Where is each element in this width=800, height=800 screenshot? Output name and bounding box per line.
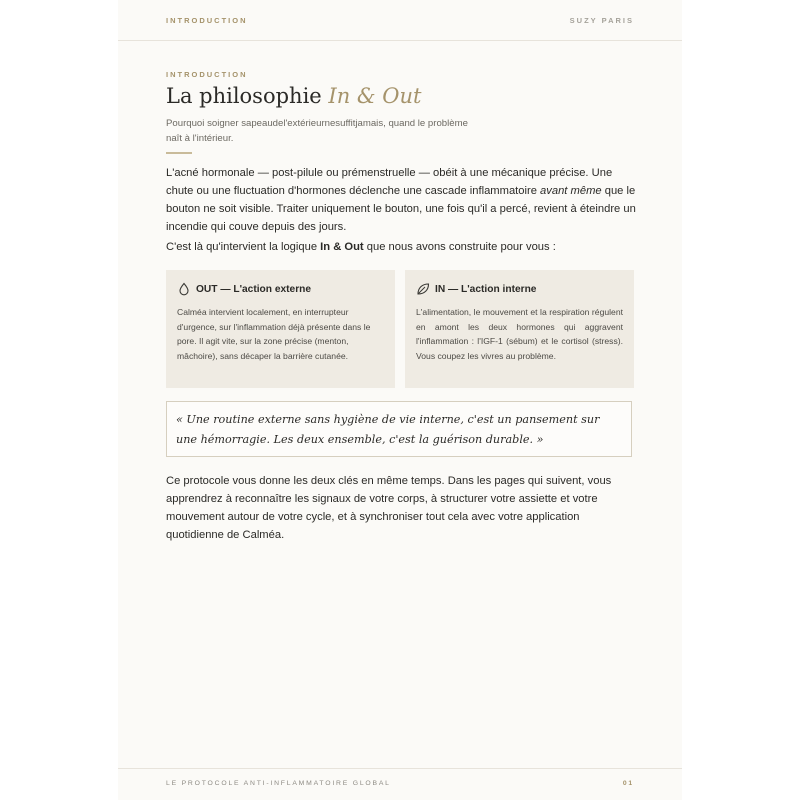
header-author: SUZY PARIS: [569, 16, 634, 25]
page-number: 01: [622, 780, 634, 787]
section-kicker: INTRODUCTION: [166, 70, 248, 79]
card-in-title: IN — L'action interne: [435, 283, 537, 295]
logic-paragraph: [166, 238, 638, 256]
card-out-header: [177, 282, 311, 296]
intro-text-b: que le bouton ne soit visible. Traiter uniquement le bouton, une fois qu'il a percé, revient à éteindre un incendie qui couve depuis des jours.: [166, 185, 636, 233]
card-out-external-action: [166, 270, 395, 388]
intro-emphasis: avant même: [540, 185, 602, 197]
logic-text-a: C'est là qu'intervient la logique: [166, 241, 318, 253]
page-subtitle: Pourquoi soigner sapeaudel'extérieurnesuffitjamais, quand le problème naît à l'intérieur.: [166, 118, 468, 144]
pull-quote-text: « Une routine externe sans hygiène de vie interne, c'est un pansement sur une hémorragie. Les deux ensemble, c'est la guérison durable. »: [176, 413, 600, 446]
card-in-internal-action: [405, 270, 634, 388]
intro-text-a: L'acné hormonale — post-pilule ou prémenstruelle — obéit à une mécanique précise. Une chute ou une fluctuation d'hormones déclenche une cascade inflammatoire: [166, 167, 613, 197]
closing-paragraph: Ce protocole vous donne les deux clés en même temps. Dans les pages qui suivent, vous apprendrez à reconnaître les signaux de votre corps, à structurer votre assiette et votre mouvement autour de votre cycle, et à synchroniser tout cela avec votre application quotidienne de Calméa.: [166, 475, 612, 541]
logic-strong: In & Out: [320, 241, 364, 253]
card-out-text: Calméa intervient localement, en interrupteur d'urgence, sur l'inflammation déjà présente dans le pore. Il agit vite, sur la zone précise (menton, mâchoire), sans décaper la barrière cutanée.: [177, 307, 371, 361]
footer-divider: [118, 768, 682, 769]
document-page: [118, 0, 682, 800]
logic-text-b: que nous avons construite pour vous :: [366, 241, 556, 253]
card-out-title: OUT — L'action externe: [196, 283, 312, 295]
card-in-text: L'alimentation, le mouvement et la respiration régulent en amont les deux hormones qui aggravent l'inflammation : l'IGF-1 (sébum) et le cortisol (stress). Vous coupez les vivres au problème.: [416, 307, 623, 361]
running-header: [166, 16, 634, 25]
droplet-icon: [177, 282, 191, 296]
pull-quote: [166, 401, 632, 457]
header-section: INTRODUCTION: [166, 16, 248, 25]
title-accent: In & Out: [328, 84, 422, 108]
running-footer: [166, 780, 634, 787]
leaf-icon: [416, 282, 430, 296]
title-main: La philosophie: [166, 84, 322, 108]
header-divider: [118, 40, 682, 41]
intro-paragraph: [166, 164, 638, 236]
accent-divider: [166, 152, 192, 154]
card-in-header: [416, 282, 536, 296]
footer-title: LE PROTOCOLE ANTI-INFLAMMATOIRE GLOBAL: [166, 780, 391, 787]
page-title: [166, 84, 421, 108]
